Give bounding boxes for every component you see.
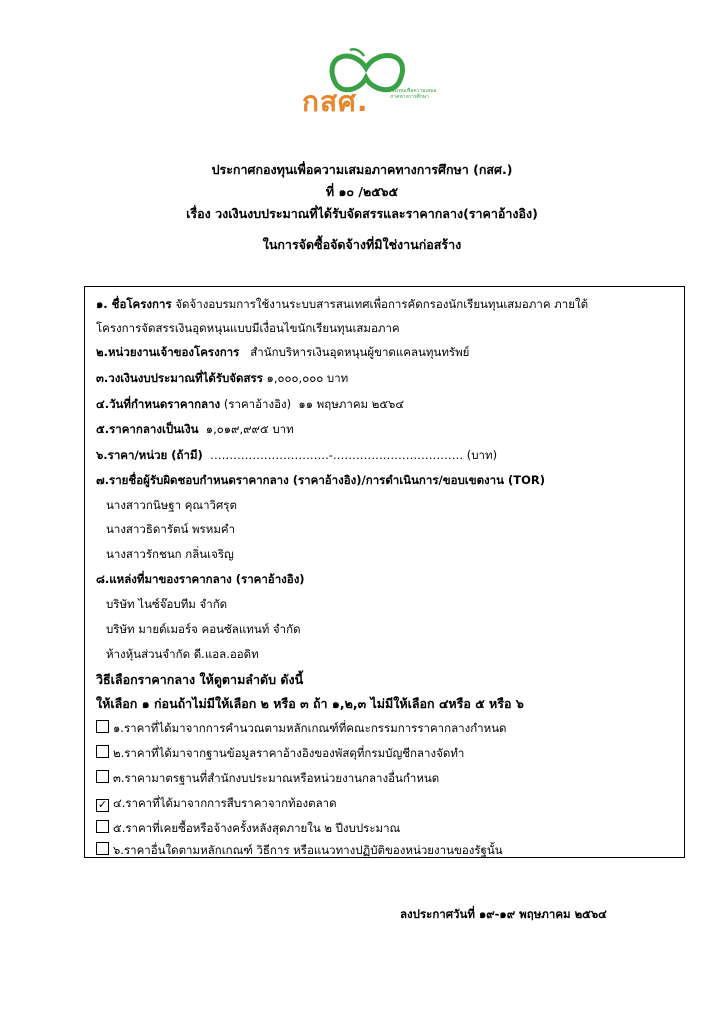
option-label: ๕.ราคาที่เคยซื้อหรือจ้างครั้งหลังสุดภายใน ๒ ปีงบประมาณ	[113, 821, 401, 835]
announcement-number: ที่ ๑๐ /๒๕๖๕	[325, 184, 399, 199]
logo-subtitle: กองทุนเพื่อความเสมอภาคทางการศึกษา	[390, 88, 437, 100]
price-value: ๑,๐๑๙,๙๙๕ บาท	[205, 422, 294, 436]
option-row	[96, 820, 400, 838]
announcement-scope: ในการจัดซื้อจัดจ้างที่มิใช่งานก่อสร้าง	[262, 237, 462, 252]
price-label: ๕.ราคากลางเป็นเงิน	[96, 422, 199, 436]
option-label: ๓.ราคามาตรฐานที่สำนักงบประมาณหรือหน่วยงานกลางอื่นกำหนด	[113, 771, 440, 785]
budget-value: ๑,๐๐๐,๐๐๐ บาท	[266, 371, 349, 385]
announcement-subject: เรื่อง วงเงินงบประมาณที่ได้รับจัดสรรและราคากลาง(ราคาอ้างอิง)	[186, 206, 538, 221]
owner-row	[96, 344, 469, 362]
option-row	[96, 745, 464, 763]
option-label: ๖.ราคาอื่นใดตามหลักเกณฑ์ วิธีการ หรือแนวทางปฏิบัติของหน่วยงานของรัฐนั้น	[113, 843, 503, 857]
source-item: บริษัท ไนซ์จ๊อบทีม จำกัด	[106, 597, 228, 611]
committee-label: ๗.รายชื่อผู้รับผิดชอบกำหนดราคากลาง (ราคาอ้างอิง)/การดำเนินการ/ขอบเขตงาน (TOR)	[96, 473, 545, 487]
date-row	[96, 396, 404, 414]
source-item: บริษัท มายด์เมอร์จ คอนซัลแทนท์ จำกัด	[106, 622, 301, 636]
committee-member: นางสาวกนิษฐา คุณาวิศรุต	[106, 498, 237, 512]
owner-value: สำนักบริหารเงินอุดหนุนผู้ขาดแคลนทุนทรัพย์	[250, 345, 470, 359]
project-value-cont: โครงการจัดสรรเงินอุดหนุนแบบมีเงื่อนไขนักเรียนทุนเสมอภาค	[96, 321, 400, 335]
option-row	[96, 842, 503, 860]
date-label: ๔.วันที่กำหนดราคากลาง	[96, 397, 221, 411]
budget-label: ๓.วงเงินงบประมาณที่ได้รับจัดสรร	[96, 371, 263, 385]
option-label: ๒.ราคาที่ได้มาจากฐานข้อมูลราคาอ้างอิงของพัสดุที่กรมบัญชีกลางจัดทำ	[113, 746, 465, 760]
project-label: ๑. ชื่อโครงการ	[96, 297, 172, 311]
option-checkbox[interactable]: ✓	[97, 798, 108, 811]
owner-label: ๒.หน่วยงานเจ้าของโครงการ	[96, 345, 240, 359]
method-rule: ให้เลือก ๑ ก่อนถ้าไม่มีให้เลือก ๒ หรือ ๓ ถ้า ๑,๒,๓ ไม่มีให้เลือก ๔หรือ ๕ หรือ ๖	[96, 696, 524, 711]
publish-date: ลงประกาศวันที่ ๑๙-๑๙ พฤษภาคม ๒๕๖๔	[400, 907, 607, 921]
price-row	[96, 421, 294, 439]
logo-text: กสศ.	[302, 85, 369, 118]
project-value: จัดจ้างอบรมการใช้งานระบบสารสนเทศเพื่อการคัดกรองนักเรียนทุนเสมอภาค ภายใต้	[175, 297, 589, 311]
option-checkbox[interactable]	[96, 745, 109, 758]
budget-row	[96, 370, 348, 388]
date-value: ๑๑ พฤษภาคม ๒๕๖๔	[298, 397, 405, 411]
option-checkbox[interactable]	[96, 842, 109, 855]
option-checkbox[interactable]	[96, 720, 109, 733]
option-row	[96, 795, 337, 813]
option-checkbox[interactable]	[96, 820, 109, 833]
unit-label: ๖.ราคา/หน่วย (ถ้ามี)	[96, 448, 203, 462]
source-item: ห้างหุ้นส่วนจำกัด ดี.แอล.ออดิท	[106, 647, 259, 661]
announcement-title: ประกาศกองทุนเพื่อความเสมอภาคทางการศึกษา (กสศ.)	[211, 162, 513, 177]
committee-member: นางสาวธิดารัตน์ พรหมคำ	[106, 522, 236, 536]
committee-member: นางสาวรักชนก กลิ่นเจริญ	[106, 547, 234, 561]
method-title: วิธีเลือกราคากลาง ให้ดูตามลำดับ ดังนี้	[96, 672, 304, 687]
project-row	[96, 296, 588, 314]
option-row	[96, 770, 439, 788]
source-label: ๘.แหล่งที่มาของราคากลาง (ราคาอ้างอิง)	[96, 572, 305, 586]
unit-value: ………………………….-……………………………. (บาท)	[210, 448, 498, 462]
option-label: ๑.ราคาที่ได้มาจากการคำนวณตามหลักเกณฑ์ที่คณะกรรมการราคากลางกำหนด	[113, 721, 507, 735]
option-checkbox[interactable]	[96, 770, 109, 783]
option-row	[96, 720, 507, 738]
unit-row	[96, 447, 497, 465]
option-label: ๔.ราคาที่ได้มาจากการสืบราคาจากท้องตลาด	[113, 796, 337, 810]
date-note: (ราคาอ้างอิง)	[223, 397, 292, 411]
